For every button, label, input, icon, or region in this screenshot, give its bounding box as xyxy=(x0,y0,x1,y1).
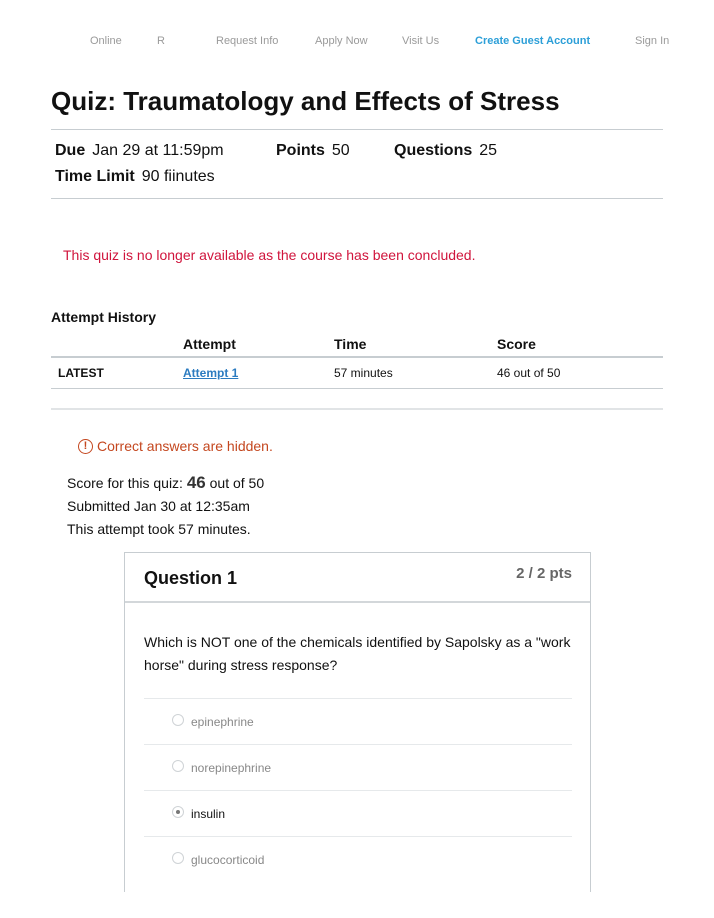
nav-visit-us[interactable]: Visit Us xyxy=(402,35,440,47)
unavailable-message: This quiz is no longer available as the course has been concluded. xyxy=(63,247,476,263)
answer-label: insulin xyxy=(191,807,226,821)
time-limit-value: 90 fiinutes xyxy=(141,168,215,185)
attempt-duration: This attempt took 57 minutes. xyxy=(67,521,251,537)
attempt-time: 57 minutes xyxy=(334,366,393,380)
question-header xyxy=(125,553,590,603)
page-title: Quiz: Traumatology and Effects of Stress xyxy=(51,86,560,116)
attempt-link[interactable]: Attempt 1 xyxy=(183,366,239,380)
answer-label: glucocorticoid xyxy=(191,853,265,867)
answer-option xyxy=(144,698,572,744)
due-info xyxy=(55,142,224,160)
divider xyxy=(51,129,663,130)
question-card xyxy=(124,552,591,892)
submitted-time: Submitted Jan 30 at 12:35am xyxy=(67,498,250,514)
alert-circle-icon: ! xyxy=(78,439,93,454)
points-info xyxy=(276,142,350,160)
divider xyxy=(51,198,663,199)
attempt-history-title: Attempt History xyxy=(51,309,157,325)
questions-value: 25 xyxy=(479,142,498,159)
nav-apply-now[interactable]: Apply Now xyxy=(315,35,368,47)
due-label: Due xyxy=(55,142,86,159)
column-header-time: Time xyxy=(334,336,367,352)
column-header-attempt: Attempt xyxy=(183,336,236,352)
quiz-score xyxy=(67,473,264,493)
attempt-history-table xyxy=(51,332,663,389)
questions-info xyxy=(394,142,497,160)
points-label: Points xyxy=(276,142,325,159)
answer-option xyxy=(144,744,572,790)
column-header-score: Score xyxy=(497,336,536,352)
questions-label: Questions xyxy=(394,142,473,159)
question-points: 2 / 2 pts xyxy=(516,565,572,582)
question-title: Question 1 xyxy=(144,568,238,588)
time-limit-label: Time Limit xyxy=(55,168,135,185)
top-navigation xyxy=(0,35,714,51)
table-header xyxy=(51,332,663,358)
radio-button[interactable] xyxy=(172,852,184,864)
nav-request-info[interactable]: Request Info xyxy=(216,35,279,47)
radio-button[interactable] xyxy=(172,760,184,772)
nav-create-guest-account[interactable]: Create Guest Account xyxy=(475,35,591,47)
time-limit-info xyxy=(55,168,215,186)
question-text: Which is NOT one of the chemicals identified by Sapolsky as a "work horse" during stress response? xyxy=(144,634,571,673)
score-prefix: Score for this quiz: xyxy=(67,475,187,491)
latest-tag: LATEST xyxy=(58,366,104,380)
score-suffix: out of 50 xyxy=(205,475,265,491)
answers-hidden-note xyxy=(78,438,273,454)
table-row xyxy=(51,358,663,389)
answer-label: norepinephrine xyxy=(191,761,272,775)
radio-button-selected[interactable] xyxy=(172,806,184,818)
answer-list xyxy=(144,698,572,882)
points-value: 50 xyxy=(331,142,350,159)
nav-r[interactable]: R xyxy=(157,35,165,47)
score-value: 46 xyxy=(186,473,206,492)
nav-sign-in[interactable]: Sign In xyxy=(635,35,670,47)
answer-option xyxy=(144,790,572,836)
due-value: Jan 29 at 11:59pm xyxy=(92,142,224,159)
answer-label: epinephrine xyxy=(191,715,254,729)
attempt-score: 46 out of 50 xyxy=(497,366,561,380)
answer-option xyxy=(144,836,572,882)
divider xyxy=(51,408,663,410)
answers-hidden-text: Correct answers are hidden. xyxy=(97,438,273,454)
radio-button[interactable] xyxy=(172,714,184,726)
nav-online[interactable]: Online xyxy=(90,35,122,47)
